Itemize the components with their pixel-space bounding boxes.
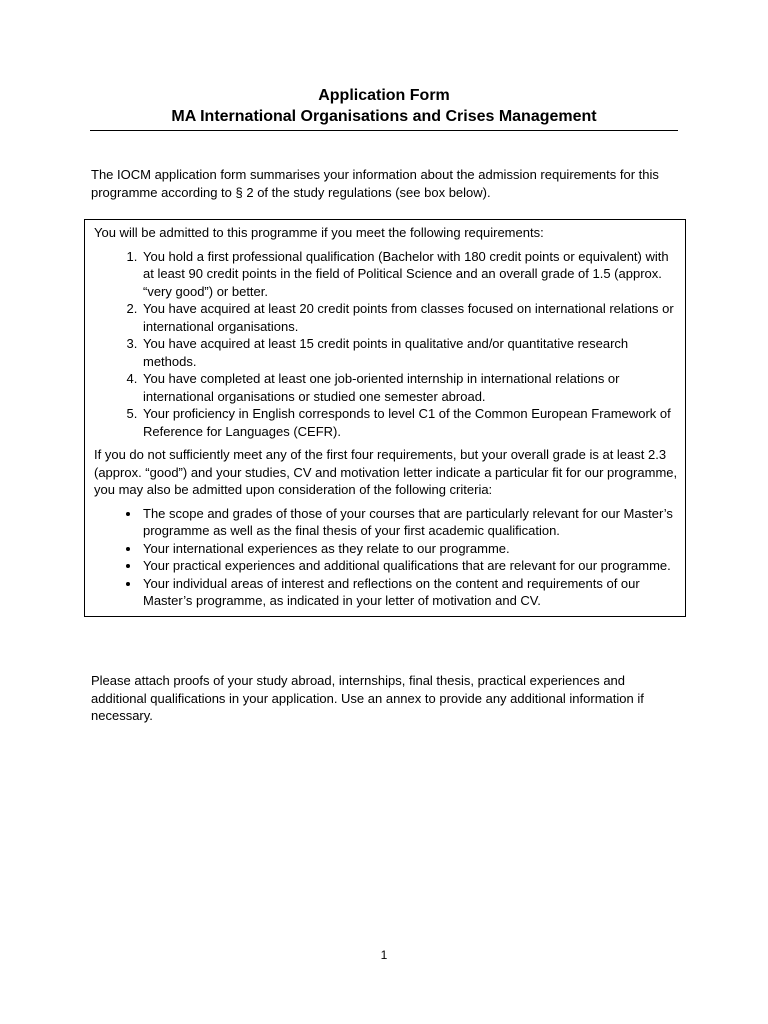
requirements-box — [84, 219, 686, 617]
criteria-item: • Your practical experiences and additional qualifications that are relevant for our programme. — [141, 557, 679, 575]
requirement-item: 5. Your proficiency in English corresponds to level C1 of the Common European Framework of Reference for Languages (CEFR). — [141, 405, 679, 440]
alternative-admission-paragraph: If you do not sufficiently meet any of the first four requirements, but your overall grade is at least 2.3 (approx. “good”) and your studies, CV and motivation letter indicate a particular fit for our programme, you may also be admitted upon consideration of the following criteria: — [94, 447, 678, 497]
page-title: Application Form — [318, 87, 450, 104]
requirement-item: 4. You have completed at least one job-oriented internship in international relations or international organisations or studied one semester abroad. — [141, 370, 679, 405]
document-header — [90, 85, 678, 127]
requirement-item: 3. You have acquired at least 15 credit points in qualitative and/or quantitative research methods. — [141, 335, 679, 370]
requirement-item: 1. You hold a first professional qualification (Bachelor with 180 credit points or equivalent) with at least 90 credit points in the field of Political Science and an overall grade of 1.5 (approx. “very good”) or better. — [141, 248, 679, 301]
closing-paragraph: Please attach proofs of your study abroad, internships, final thesis, practical experiences and additional qualifications in your application. Use an annex to provide any additional information if necessary. — [91, 673, 644, 723]
criteria-item: • The scope and grades of those of your courses that are particularly relevant for our Master’s programme as well as the final thesis of your first academic qualification. — [141, 505, 679, 540]
criteria-item: • Your individual areas of interest and reflections on the content and requirements of our Master’s programme, as indicated in your letter of motivation and CV. — [141, 575, 679, 610]
page-subtitle: MA International Organisations and Crises Management — [171, 108, 597, 125]
requirements-list — [94, 248, 679, 441]
requirements-lead: You will be admitted to this programme if you meet the following requirements: — [94, 225, 544, 240]
criteria-item: • Your international experiences as they relate to our programme. — [141, 540, 679, 558]
intro-paragraph: The IOCM application form summarises your information about the admission requirements for this programme according to § 2 of the study regulations (see box below). — [91, 167, 659, 200]
requirement-item: 2. You have acquired at least 20 credit points from classes focused on international relations or international organisations. — [141, 300, 679, 335]
page-number: 1 — [380, 948, 388, 962]
criteria-list — [94, 505, 679, 610]
title-divider — [90, 130, 678, 131]
